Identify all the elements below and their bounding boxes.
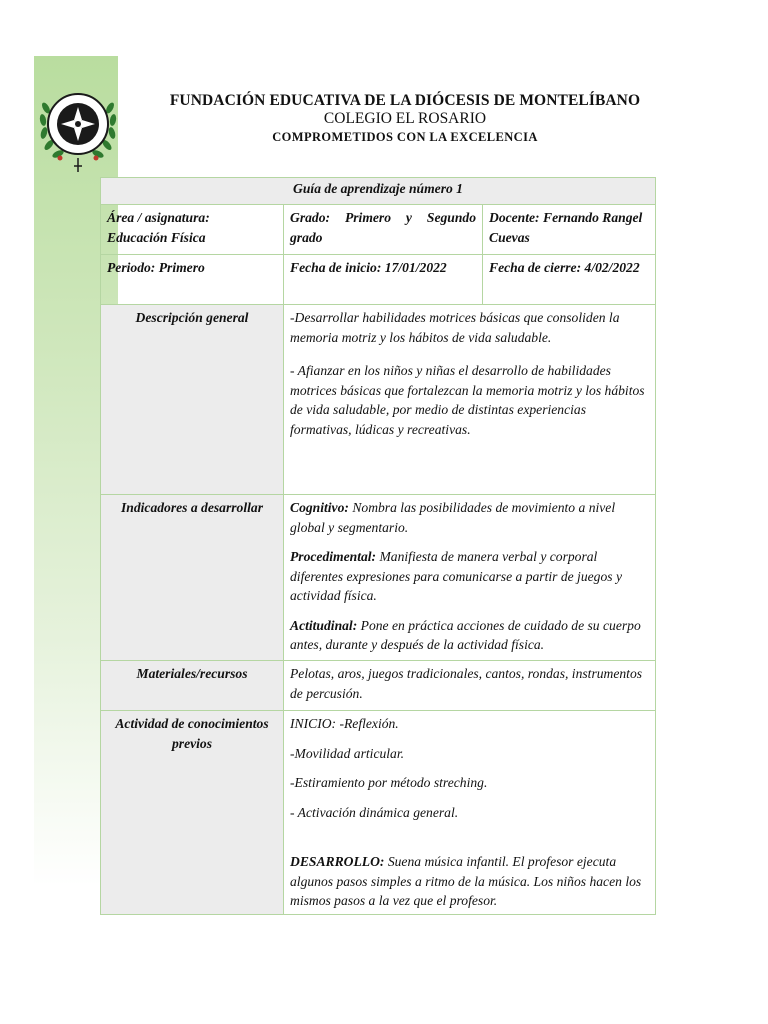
grado-value: Primero y Segundo grado <box>290 210 476 245</box>
area-value: Educación Física <box>107 229 206 245</box>
descripcion-content <box>284 305 656 495</box>
docente-value: Fernando Rangel Cuevas <box>489 210 643 245</box>
actitudinal-label: Actitudinal: <box>290 617 358 633</box>
fecha-inicio-value: 17/01/2022 <box>384 260 447 275</box>
fecha-inicio-label: Fecha de inicio: <box>290 260 382 275</box>
fecha-cierre-value: 4/02/2022 <box>584 260 640 275</box>
guide-title: Guía de aprendizaje número 1 <box>101 178 656 205</box>
learning-guide-table <box>100 177 656 915</box>
descripcion-paragraph-1: -Desarrollar habilidades motrices básicas que consoliden la memoria motriz y los hábitos de vida saludable. <box>290 310 620 345</box>
fecha-inicio-cell <box>284 255 483 305</box>
fecha-cierre-cell <box>483 255 656 305</box>
procedimental-text: Manifiesta de manera verbal y corporal diferentes expresiones para comunicarse a partir de juegos y actividad física. <box>290 549 622 603</box>
descripcion-label: Descripción general <box>101 305 284 495</box>
actitudinal-text: Pone en práctica acciones de cuidado de su cuerpo antes, durante y después de la actividad física. <box>290 617 641 652</box>
docente-label: Docente: <box>489 210 540 225</box>
school-crest-logo <box>38 78 118 174</box>
inicio-line-2: -Movilidad articular. <box>290 745 405 761</box>
procedimental-label: Procedimental: <box>290 549 377 564</box>
school-motto: COMPROMETIDOS CON LA EXCELENCIA <box>272 130 538 144</box>
periodo-label: Periodo: <box>107 260 156 275</box>
desarrollo-text: Suena música infantil. El profesor ejecuta algunos pasos simples a ritmo de la música. Los niños hacen los mismos pasos a la vez que el profesor. <box>290 854 642 908</box>
foundation-title: FUNDACIÓN EDUCATIVA DE LA DIÓCESIS DE MONTELÍBANO <box>169 92 641 109</box>
school-name: COLEGIO EL ROSARIO <box>323 110 487 127</box>
area-label: Área / asignatura: <box>107 210 210 225</box>
indicadores-label: Indicadores a desarrollar <box>101 495 284 661</box>
area-cell <box>101 205 284 255</box>
desarrollo-paragraph <box>290 852 649 911</box>
cognitivo-label: Cognitivo: <box>290 500 349 515</box>
actividad-content <box>284 711 656 915</box>
indicador-procedimental <box>290 547 649 606</box>
inicio-line-3: -Estiramiento por método streching. <box>290 775 488 790</box>
desarrollo-label: DESARROLLO: <box>290 854 385 869</box>
indicadores-content <box>284 495 656 661</box>
indicador-cognitivo <box>290 498 649 537</box>
materiales-label: Materiales/recursos <box>101 661 284 711</box>
cognitivo-text: Nombra las posibilidades de movimiento a nivel global y segmentario. <box>290 500 616 535</box>
inicio-line-1: INICIO: -Reflexión. <box>290 716 399 731</box>
periodo-value: Primero <box>158 260 205 275</box>
periodo-cell <box>101 255 284 305</box>
fecha-cierre-label: Fecha de cierre: <box>489 260 582 275</box>
grado-label: Grado: <box>290 210 331 225</box>
indicador-actitudinal <box>290 616 649 655</box>
grado-cell <box>284 205 483 255</box>
descripcion-paragraph-2: - Afianzar en los niños y niñas el desarrollo de habilidades motrices básicas que fortalezcan la memoria motriz y los hábitos de vida saludable, por medio de distintas experiencias formativas, lúdicas y recreativas. <box>290 363 645 437</box>
materiales-content: Pelotas, aros, juegos tradicionales, cantos, rondas, instrumentos de percusión. <box>284 661 656 711</box>
docente-cell <box>483 205 656 255</box>
inicio-line-4: - Activación dinámica general. <box>290 804 459 820</box>
actividad-label: Actividad de conocimientos previos <box>101 711 284 915</box>
